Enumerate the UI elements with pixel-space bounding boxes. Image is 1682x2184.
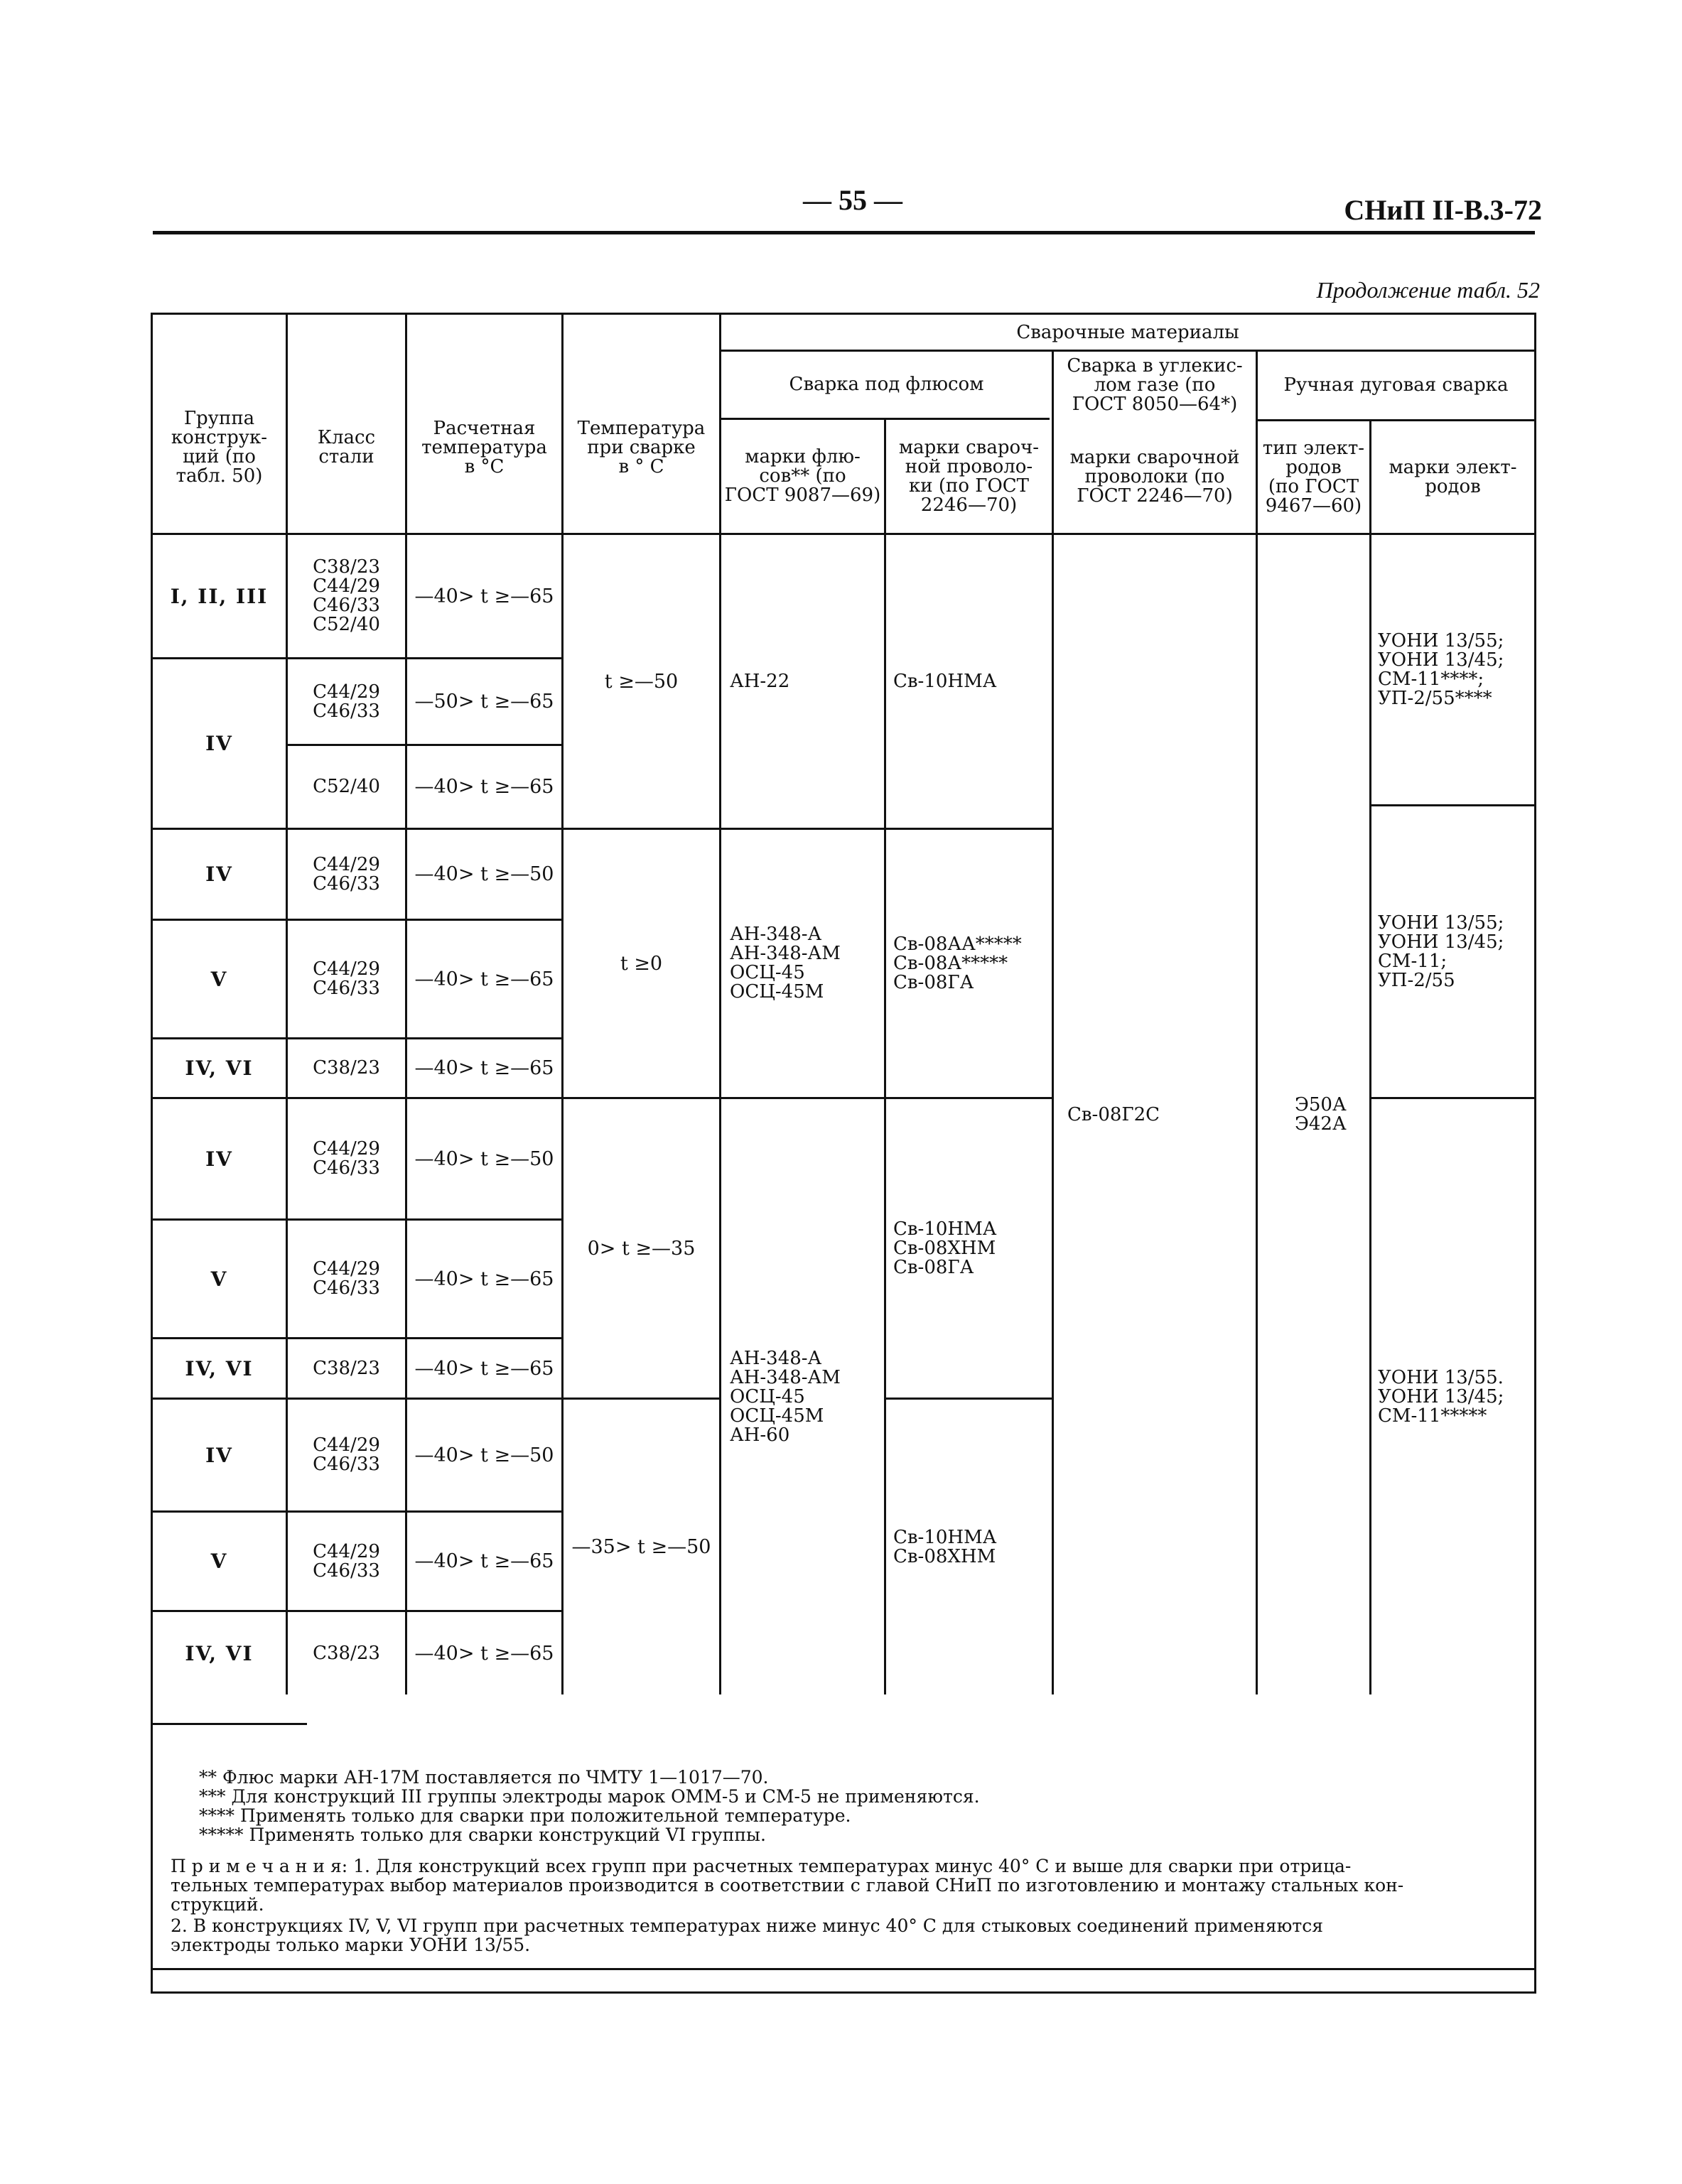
cell-group: I, II, III	[170, 584, 269, 608]
cell-flux-brands: АН-348-А АН-348-АМ ОСЦ-45 ОСЦ-45М	[730, 924, 841, 1002]
cell-weld-temp: 0> t ≥—35	[587, 1237, 696, 1260]
footnote: ***** Применять только для сварки конструкций VI группы.	[199, 1824, 766, 1845]
cell-design-temp: —50> t ≥—65	[414, 691, 554, 713]
col-divider	[1052, 350, 1054, 1694]
table-bottom-border	[151, 1991, 1536, 1994]
header-steel-class: Класс стали	[317, 427, 376, 467]
header-flux-wire: марки свароч- ной проволо- ки (по ГОСТ 2246—70)	[898, 436, 1040, 516]
cell-group: IV, VI	[185, 1056, 254, 1080]
table-body-end-rule	[151, 1723, 307, 1725]
col-divider	[1256, 350, 1258, 1694]
cell-group: IV, VI	[185, 1356, 254, 1380]
header-design-temp: Расчетная температура в °С	[421, 417, 547, 477]
cell-design-temp: —40> t ≥—65	[414, 1267, 554, 1290]
header-rule	[153, 231, 1535, 234]
cell-flux-wire: Св-08АА***** Св-08А***** Св-08ГА	[893, 933, 1022, 993]
cell-steel-class: С38/23	[313, 1057, 380, 1079]
cell-design-temp: —40> t ≥—65	[414, 1642, 554, 1665]
cell-weld-temp: —35> t ≥—50	[571, 1536, 711, 1558]
document-code: СНиП II-В.3-72	[1344, 194, 1542, 226]
cell-electrode-type: Э50А Э42А	[1295, 1094, 1347, 1135]
cell-group: IV, VI	[185, 1641, 254, 1665]
cell-group: IV	[205, 863, 233, 886]
header-flux-brands: марки флю- сов** (по ГОСТ 9087—69)	[724, 446, 881, 506]
cell-design-temp: —40> t ≥—65	[414, 585, 554, 607]
cell-steel-class: С44/29 С46/33	[313, 853, 380, 894]
cell-design-temp: —40> t ≥—65	[414, 968, 554, 990]
cell-group: V	[210, 967, 228, 991]
cell-steel-class: С44/29 С46/33	[313, 681, 380, 722]
footnote: ** Флюс марки АН-17М поставляется по ЧМТУ 1—1017—70.	[199, 1767, 769, 1788]
cell-flux-wire: Св-10НМА Св-08ХНМ	[893, 1526, 997, 1567]
cell-design-temp: —40> t ≥—65	[414, 1057, 554, 1079]
cell-electrode-brands: УОНИ 13/55. УОНИ 13/45; СМ-11*****	[1378, 1366, 1504, 1427]
table-right-border	[1534, 313, 1536, 1994]
cell-group: IV	[205, 1443, 233, 1467]
header-electrode-type: тип элект- родов (по ГОСТ 9467—60)	[1262, 437, 1365, 517]
cell-group: V	[210, 1267, 228, 1291]
header-sub-flux: Сварка под флюсом	[789, 374, 984, 395]
cell-design-temp: —40> t ≥—50	[414, 1147, 554, 1170]
col-divider	[884, 419, 886, 1694]
cell-group: V	[210, 1550, 228, 1573]
cell-design-temp: —40> t ≥—65	[414, 1550, 554, 1572]
cell-group: IV	[205, 1147, 233, 1171]
header-group: Группа конструк- ций (по табл. 50)	[171, 408, 268, 487]
footnote: **** Применять только для сварки при положительной температуре.	[199, 1805, 851, 1826]
cell-group: IV	[205, 732, 233, 755]
footnote: *** Для конструкций III группы электроды марок ОММ-5 и СМ-5 не применяются.	[199, 1786, 980, 1807]
cell-steel-class: С44/29 С46/33	[313, 1258, 380, 1299]
page-number: — 55 —	[803, 184, 902, 216]
cell-weld-temp: t ≥—50	[604, 670, 679, 693]
cell-flux-brands: АН-22	[730, 670, 790, 692]
cell-electrode-brands: УОНИ 13/55; УОНИ 13/45; СМ-11; УП-2/55	[1378, 912, 1504, 991]
note-2: 2. В конструкциях IV, V, VI групп при расчетных температурах ниже минус 40° С для стыковых соединений применяются электроды только марки УОНИ 13/55.	[171, 1915, 1323, 1955]
cell-steel-class: С38/23	[313, 1357, 380, 1379]
cell-steel-class: С44/29 С46/33	[313, 958, 380, 999]
cell-steel-class: С44/29 С46/33	[313, 1434, 380, 1475]
cell-flux-wire: Св-10НМА Св-08ХНМ Св-08ГА	[893, 1218, 997, 1278]
cell-design-temp: —40> t ≥—65	[414, 1357, 554, 1380]
cell-flux-brands: АН-348-А АН-348-АМ ОСЦ-45 ОСЦ-45М АН-60	[730, 1347, 841, 1446]
cell-steel-class: С44/29 С46/33	[313, 1138, 380, 1179]
cell-co2-wire: Св-08Г2С	[1067, 1103, 1160, 1125]
welding-materials-table	[151, 313, 1536, 1994]
table-top-border	[151, 313, 1536, 315]
page-bottom-rule	[151, 1968, 1536, 1970]
cell-steel-class: С44/29 С46/33	[313, 1540, 380, 1582]
cell-steel-class: С38/23 С44/29 С46/33 С52/40	[313, 556, 380, 635]
cell-flux-wire: Св-10НМА	[893, 670, 997, 692]
header-welding-materials: Сварочные материалы	[1016, 321, 1239, 343]
header-co2-wire: марки сварочной проволоки (по ГОСТ 2246—70)	[1069, 447, 1240, 507]
cell-steel-class: С52/40	[313, 776, 380, 797]
header-weld-temp: Температура при сварке в ° С	[577, 417, 706, 477]
cell-design-temp: —40> t ≥—50	[414, 863, 554, 885]
cell-steel-class: С38/23	[313, 1642, 380, 1664]
note-1: П р и м е ч а н и я: 1. Для конструкций всех групп при расчетных температурах минус 40° С и выше для сварки при отрица- тельных температурах выбор материалов производится в соответствии с главой СНиП по изготовлению и монтажу стальных кон- струкций.	[171, 1856, 1404, 1915]
cell-design-temp: —40> t ≥—65	[414, 776, 554, 798]
header-co2: Сварка в углекис- лом газе (по ГОСТ 8050—64*)	[1067, 355, 1243, 415]
cell-electrode-brands: УОНИ 13/55; УОНИ 13/45; СМ-11****; УП-2/55****	[1378, 629, 1504, 709]
header-electrode-brands: марки элект- родов	[1389, 456, 1517, 497]
cell-design-temp: —40> t ≥—50	[414, 1444, 554, 1466]
col-divider	[1369, 419, 1371, 1694]
table-continuation-title: Продолжение табл. 52	[1316, 277, 1540, 303]
cell-weld-temp: t ≥0	[620, 952, 663, 975]
header-manual: Ручная дуговая сварка	[1283, 374, 1509, 396]
